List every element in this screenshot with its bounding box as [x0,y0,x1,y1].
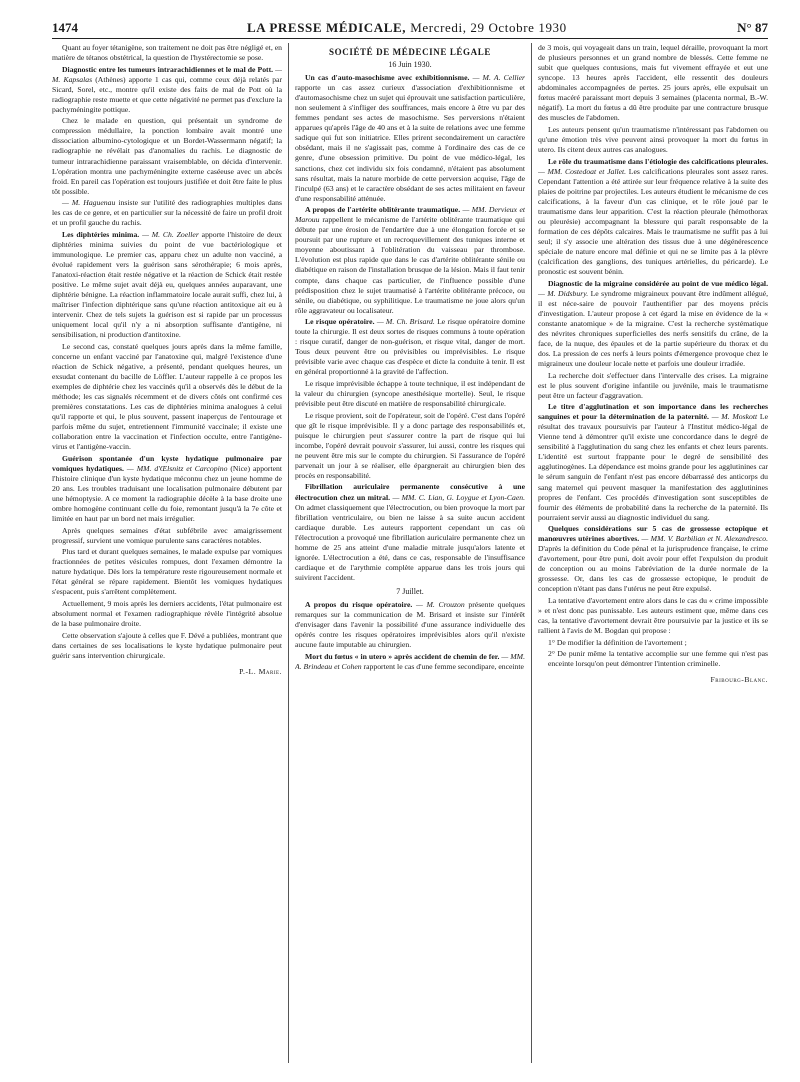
paragraph: La tentative d'avortement entre alors dans le cas du « crime impossible » et n'est donc pas punissable. Les auteurs estiment que, même dans ces cas, la tentative d'avortement devrait être poursuivie par la justice et ils se rallient à l'avis de M. Bogdan qui propose : [538,596,768,636]
paragraph: Le second cas, constaté quelques jours après dans la même famille, concerne un enfant vacciné par l'anatoxine qui, malgré l'existence d'une réaction de Schick négative, a présenté, pendant quelques heures, un exsudat contenant du bacille de Löffler. L'auteur rappelle à ce propos les exemples de diphtérie chez les vaccinés qu'il a observés dès le début de la méthode; les cas signalés récemment et de divers côtés ont confirmé ces premières constatations. Les cas de diphtéries minima analogues à celui qu'il rapporte et qui, le plus souvent, passent inaperçus de l'entourage et parfois même du sujet, entretiennent l'immunité vaccinale; il existe une collaboration entre la vaccination et l'infection occulte, entre l'antigène-virus et l'antigène-vaccin. [52,341,282,452]
paragraph-text: apporte l'histoire de deux diphtéries minima suivies du point de vue bactériologique et immunologique. Le premier cas, apparu chez un adulte non vacciné, a évolué rapidement vers la guérison sans sérothérapie; 6 mois après, l'anatoxi-réaction était restée négative et la réaction de Schick était restée positive. Le même sujet avait déjà eu, quelques années auparavant, une diphtérie bénigne. La réaction inflammatoire locale aurait suffi, chez lui, à maîtriser l'infection diphtérique sans qu'une réaction antitoxique ait eu à intervenir. Chez de tels sujets la guérison est si rapide par un processus uniquement local qu'il n'y a ni absorption suffisante d'antigène, ni sensibilisation, ni production d'antitoxine. [52,229,282,340]
article-migraine [538,279,768,369]
article-diagnostic-tumeurs [52,65,282,115]
article-auto-masochisme [295,73,525,204]
list-item: 2° De punir même la tentative accomplie sur une femme qui n'est pas enceinte lorsqu'on peut démontrer l'intention criminelle. [548,649,768,669]
column-rule [288,43,289,1063]
article-title: Mort du fœtus « in utero » après accident de chemin de fer. [305,651,500,661]
article-diphteries-minima [52,230,282,341]
society-heading: SOCIÉTÉ DE MÉDECINE LÉGALE [329,47,491,57]
paragraph: Les auteurs pensent qu'un traumatisme n'intéressant pas l'abdomen ou qu'une émotion très vive peuvent ainsi provoquer la mort du fœtus in utero. Ils citent deux autres cas analogues. [538,124,768,154]
article-author: — M. Moskott [711,412,758,422]
article-title: Quelques considérations sur 5 cas de grossesse ectopique et manœuvres utérines abortives. [538,524,768,544]
paragraph-text: (Athènes) apporte 1 cas qui, comme ceux déjà relatés par Sicard, Sorel, etc., montre qu'il existe des faits de mal de Pott où la radiographie reste muette et que cette négativité ne permet pas d'exclure la pachyméningite pottique. [52,74,282,114]
paragraph: Le risque imprévisible échappe à toute technique, il est indépendant de la valeur du chirurgien (syncope anesthésique mortelle). Seul, le risque prévisible peut être discuté en matière de responsabilité chirurgicale. [295,379,525,409]
article-agglutination [538,402,768,523]
paragraph-text: insiste sur l'utilité des radiographies multiples dans les cas de ce genre, et en particulier sur la nécessité de faire un profil droit et un profil gauche du rachis. [52,198,282,228]
article-title: Le titre d'agglutination et son importance dans les recherches sanguines et pour la détermination de la paternité. [538,402,768,422]
article-title: Fibrillation auriculaire permanente consécutive à une électrocution chez un mitral. [295,482,525,502]
paragraph: Le risque provient, soit de l'opérateur, soit de l'opéré. C'est dans l'opéré que gît le risque imprévisible. Il y a donc partage des responsabilités et, puisque le chirurgien peut s'assurer contre la part de risque qui lui incombe, l'opéré devrait pouvoir s'assurer, lui aussi, contre les risques qui ne peuvent être mis sur le compte du chirurgien. Si l'assurance de l'opéré parvenait un jour à se réaliser, elle épargnerait au chirurgien bien des procès en responsabilité. [295,410,525,480]
paragraph-text: On admet classiquement que l'électrocution, ou bien provoque la mort par fibrillation ventriculaire, ou bien ne laisse à sa suite aucun accident cardiaque durable. Les auteurs rapportent cependant un cas où l'électrocution a provoqué une fibrillation auriculaire permanente chez un homme de 25 ans atteint d'une maladie mitrale jusqu'alors latente et ignorée. L'électrocution a été, dans ce cas, responsable de l'insuffisance cardiaque et de l'arythmie complète apparue dans les trois jours qui suivirent l'accident. [295,502,525,582]
page-number: 1474 [52,20,78,35]
column-3 [538,43,768,1063]
article-title: Le risque opératoire. [305,317,375,327]
article-title: A propos de l'artérite oblitérante traumatique. [305,205,461,215]
issue-date: Mercredi, 29 Octobre 1930 [410,20,567,35]
signature: Fribourg-Blanc. [710,675,768,685]
article-author: — M. Didsbury. [538,288,589,298]
article-calcifications [538,157,768,278]
article-arterite [295,205,525,316]
article-author: — MM. Dervieux et Marouu [295,205,525,225]
paragraph: Quant au foyer tétanigène, son traitement ne doit pas être négligé et, en matière de tétanos obstétrical, la question de l'hystérectomie se pose. [52,43,282,63]
paragraph: Après quelques semaines d'état subfébrile avec amaigrissement progressif, survient une vomique purulente sans caractères notables. [52,525,282,545]
article-author: — M. Haguenau [62,198,116,208]
article-author: — M. Kapsalas [52,64,282,84]
paragraph-text: Le résultat des travaux poursuivis par l'auteur à l'Institut médico-légal de Vienne tend à démontrer qu'il existe une concordance dans le degré de sensibilité à l'agglutination du sang chez les enfants et chez leurs parents. L'identité est surtout frappante pour le degré de sensibilité des agglutinogènes. La dépendance est moins grande pour les agglutinines car le sérum sanguin de l'enfant n'est pas encore débarrassé des anticorps du sang maternel qui peuvent masquer la manifestation des agglutinines propres de l'enfant. Ces procédés d'investigation sont susceptibles de fournir des éléments de probabilité dans la recherche de la paternité. Ils pourraient servir aussi au diagnostic individuel du sang. [538,412,768,522]
newspaper-page [52,12,768,1072]
paragraph: de 3 mois, qui voyageait dans un train, lequel déraille, provoquant la mort de plusieurs personnes et un grand nombre de blessés. Cette femme ne subit que quelques contusions, mais fut vivement effrayée et eut une syncope. 13 heures après l'accident, elle ressentit des douleurs abdominales accompagnées de pertes. 25 jours après, elle expulsait un fœtus macéré paraissant mort depuis 3 semaines (placenta normal, B.-W. négatif). La mort du fœtus a dû être produite par une contracture brusque des muscles de l'abdomen. [538,43,768,123]
article-author: — MM. Costedoat et Jallet. [538,166,627,176]
article-fibrillation [295,482,525,582]
article-title: A propos du risque opératoire. [305,599,413,609]
signature: P.-L. Marie. [239,666,282,676]
article-title: Guérison spontanée d'un kyste hydatique pulmonaire par vomiques hydatiques. [52,453,282,473]
column-rule [531,43,532,1063]
journal-masthead [247,20,567,37]
article-author: — M. Ch. Zoeller [142,229,199,239]
article-author: — MM. A. Brindeau et Cohen [295,651,525,671]
article-title: Diagnostic de la migraine considérée au point de vue médico légal. [548,278,768,288]
paragraph-text: rapportent le cas d'une femme secondipare, enceinte [363,661,524,671]
paragraph-text: rapporte un cas assez curieux d'association d'exhibitionnisme et d'automasochisme chez un sujet qui éprouvait une satisfaction particulière, non seulement à s'infliger des souffrances, mais encore à être vu par des femmes pendant ses actes de masochisme. Ses perversions n'étaient apparues qu'après l'âge de 40 ans et à la suite de relations avec une femme sadique qui fut son initiatrice. Elles prirent secondairement un caractère obsédant, mais il ne s'agissait pas, comme à l'ordinaire des cas de ce genre, d'une obsession primitive. Du point de vue médico-légal, les sanctions, chez cet individu six fois condamné, n'étaient pas absolument sans résultat, mais la nature morbide de cette perversion acquise, l'âge de l'inculpé (63 ans) et le caractère obsédant de ses actes militaient en faveur d'une responsabilité atténuée. [295,83,525,203]
column-1 [52,43,282,1063]
paragraph-text: rappellent le mécanisme de l'artérite oblitérante traumatique qui débute par une érosion de l'endartère due à une élongation forcée et se poursuit par une rupture et un recroquevillement des tuniques interne et moyenne aboutissant à l'oblitération du vaisseau par thrombose. L'évolution est plus rapide que dans le cas d'artérite oblitérante sénile ou diabétique en raison de l'installation brusque de la lésion. Mais il faut tenir compte, dans chaque cas particulier, de l'influence possible d'une prédisposition chez le sujet traumatisé à l'artérite oblitérante précoce, ou sénile, ou diabétique, ou syphilitique. Le traumatisme ne joue alors qu'un rôle aggravateur ou localisateur. [295,215,525,315]
session-date: 7 Juillet. [396,586,424,596]
article-title: Un cas d'auto-masochisme avec exhibitionnisme. [305,73,470,83]
article-author: — M. A. Cellier [472,73,525,83]
article-title: Les diphtéries minima. [62,229,140,239]
paragraph-text: Le syndrome migraineux pouvant être indûment allégué, il est néce-saire de pouvoir l'authentifier par des moyens précis d'investigation. L'auteur propose à cet égard la mise en évidence de la « constante anatomique » de la migraine. C'est la recherche systématique des névrites chroniques superficielles des nerfs sensitifs du crâne, de la face, de la nuque, des épaules et de la partie supérieure du thorax et du dos. La pression de ces nerfs à leurs points d'émergence provoque chez le migraineux une douleur locale nette et parfois une douleur irradiée. [538,288,768,368]
paragraph-text: Le risque opératoire domine toute la chirurgie. Il est deux sortes de risques communs à toute opération : risque curatif, danger de non-guérison, et risque vital, danger de mort. Tous deux peuvent être ou prévisibles ou imprévisibles. Le risque prévisible varie avec chaque cas d'espèce et dicte la conduite à tenir. Il est en général proportionné à la gravité de l'affection. [295,317,525,377]
issue-number: N° 87 [737,20,768,35]
column-2 [295,43,525,1063]
article-author: — MM. V. Barbilian et N. Alexandresco. [641,534,768,544]
article-title: Diagnostic entre les tumeurs intrarachidiennes et le mal de Pott. [62,64,274,74]
article-author: — MM. C. Lian, G. Loygue et Lyon-Caen. [392,492,525,502]
list-item: 1° De modifier la définition de l'avortement ; [548,637,687,647]
paragraph-text: D'après la définition du Code pénal et la jurisprudence française, le crime d'avortement, pour être puni, doit avoir pour effet l'expulsion du produit de conception ou au moins l'abréviation de la durée normale de la grossesse. Or, dans les cas de grossesse ectopique, le produit de conception n'étant pas dans l'utérus ne peut être expulsé. [538,544,768,594]
article-columns [52,43,768,1063]
paragraph-text: (Nice) apportent l'histoire clinique d'un kyste hydatique méconnu chez un jeune homme de 20 ans. Les troubles traduisant une localisation pulmonaire débutent par une hémoptysie. A ce moment la radiographie décèle à la base droite une ombre homogène continuant celle du foie, remontant jusqu'à la 7e côte et limitée en haut par un bord net mais irrégulier. [52,463,282,524]
paragraph: Cette observation s'ajoute à celles que F. Dévé a publiées, montrant que dans certaines de ses localisations le kyste hydatique pulmonaire peut guérir sans intervention chirurgicale. [52,630,282,660]
page-header [52,12,768,39]
article-author: — M. Ch. Brisard. [376,317,435,327]
session-date: 16 Juin 1930. [388,60,432,70]
article-grossesse-ectopique [538,524,768,594]
paragraph: Chez le malade en question, qui présentait un syndrome de compression médullaire, la ponction lombaire avait montré une dissociation albumino-cytologique et un Bordet-Wassermann négatif; la radiographie ne révélait pas d'anomalies du rachis. Le diagnostic de tumeur intrarachidienne paraissant vraisemblable, on décida d'intervenir. L'opération montra une pachyméningite externe caséeuse avec un abcès froid. En pareil cas l'opération est toujours justifiée et doit être faite le plus tôt possible. [52,116,282,196]
article-mort-foetus [295,652,525,672]
paragraph: Actuellement, 9 mois après les derniers accidents, l'état pulmonaire est absolument normal et l'examen radiographique révèle l'intégrité absolue de la base pulmonaire droite. [52,599,282,629]
paragraph: Plus tard et durant quelques semaines, le malade expulse par vomiques fractionnées de petites vésicules rompues, dont l'examen démontre la nature hydatique. Dès lors la température reste rigoureusement normale et l'état général se répare rapidement. Bientôt les vomiques hydatiques s'espacent, puis s'arrêtent complètement. [52,547,282,597]
paragraph [52,198,282,228]
paragraph-text: Les calcifications pleurales sont assez rares. Cependant l'attention a été attirée sur leur fréquence relative à la suite des plaies de poitrine par projectiles. Les auteurs étudient le mécanisme de ces calcifications, à la faveur d'un cas clinique, et le rôle joué par le traumatisme dans leur apparition. C'est la réaction pleurale (hémothorax ou pleurésie) accompagnant la blessure qui paraît responsable de la formation de ces dépôts calcaires. Mais le traumatisme ne suffit pas à lui seul; il s'y associe une altération des tissus due à une dégénérescence spéciale de nature encore mal définie et qui ne se limite pas à la plèvre (calcification des ganglions, des tuniques artérielles, du péricarde). Le pronostic est souvent bénin. [538,166,768,277]
article-kyste-hydatique [52,454,282,524]
article-risque-crouzon [295,600,525,650]
article-author: — M. Crouzon [415,599,465,609]
paragraph-text: présente quelques remarques sur la communication de M. Brisard et insiste sur l'intérêt d'envisager dans l'avenir la possibilité d'une assurance individuelle des opérés contre les risques opératoires imprévisibles alors qu'il n'existe aucune faute imputable au chirurgien. [295,599,525,650]
article-author: — MM. d'Œlsnitz et Carcopino [126,463,228,473]
journal-title: LA PRESSE MÉDICALE, [247,20,407,35]
article-title: Le rôle du traumatisme dans l'étiologie des calcifications pleurales. [548,156,768,166]
article-risque-operatoire [295,317,525,377]
paragraph: La recherche doit s'effectuer dans l'intervalle des crises. La migraine est le plus souvent d'origine infantile ou juvénile, mais le traumatisme peut être un facteur d'aggravation. [538,370,768,400]
